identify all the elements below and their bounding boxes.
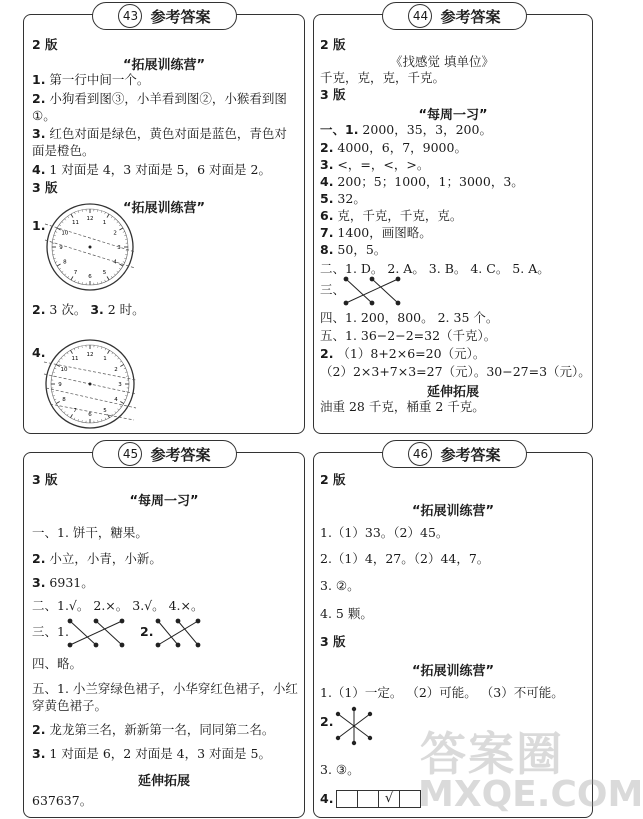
p46-b3: 3. ③。	[320, 762, 360, 777]
clock-numeral: 9	[58, 382, 62, 388]
panel-45-number: 45	[118, 442, 142, 466]
clock-numeral: 11	[72, 219, 79, 226]
panel-46-title: 参考答案	[440, 445, 501, 464]
clock-numeral: 12	[86, 216, 94, 222]
p44-e3: （2）2×3+7×3=27（元）。30−27=3（元）。	[320, 364, 591, 379]
p44-a5: 5. 32。	[320, 191, 366, 206]
p46-version-3: 3 版	[320, 634, 346, 649]
p43-line-4: 4. 1 对面是 4，3 对面是 5，6 对面是 2。	[32, 162, 271, 177]
p44-version-3: 3 版	[320, 87, 346, 102]
p44-line-1: 千克，克，克，千克。	[320, 70, 446, 85]
panel-44-title: 参考答案	[440, 7, 501, 26]
clock-numeral: 3	[118, 382, 122, 388]
p46-a3: 3. ②。	[320, 578, 360, 593]
clock-4	[44, 338, 136, 430]
p43-line-3b: 面是橙色。	[32, 143, 95, 158]
p45-subtitle-2: 延伸拓展	[137, 774, 190, 789]
p45-e1: 五、1. 小兰穿绿色裙子，小华穿红色裙子，小红	[32, 681, 298, 696]
p43-line-2b: ①。	[32, 108, 56, 123]
p43-clock-4-label: 4.	[32, 345, 46, 360]
p45-matching-diagram-2	[154, 617, 202, 649]
p45-e1b: 穿黄色裙子。	[32, 698, 108, 713]
p46-a2: 2.（1）4，27。（2）44，7。	[320, 551, 490, 566]
clock-numeral: 3	[117, 245, 121, 251]
clock-numeral: 2	[114, 367, 118, 373]
clock-numeral: 7	[73, 407, 77, 414]
panel-43-title: 参考答案	[150, 7, 211, 26]
p45-matching-diagram-1	[66, 617, 126, 649]
clock-numeral: 5	[103, 407, 107, 414]
p43-clock-1-label: 1.	[32, 218, 46, 233]
p46-a1: 1.（1）33。（2）45。	[320, 525, 449, 540]
p44-a1: 一、1. 2000，35，3，200。	[320, 122, 492, 137]
clock-1	[45, 202, 135, 292]
p46-subtitle-2: “拓展训练营”	[411, 664, 495, 679]
panel-45-header	[92, 440, 237, 468]
p46-star-diagram	[334, 706, 374, 746]
panel-46-header	[382, 440, 527, 468]
p44-a4: 4. 200；5；1000，1；3000，3。	[320, 174, 524, 189]
clock-numeral: 7	[73, 270, 78, 277]
p45-a3: 3. 6931。	[32, 575, 94, 590]
p43-version-2: 2 版	[32, 37, 58, 52]
p44-a8: 8. 50，5。	[320, 242, 387, 257]
p45-b1: 二、1.√。 2.×。 3.√。 4.×。	[32, 598, 204, 613]
p44-d1: 四、1. 200，800。 2. 35 个。	[320, 310, 499, 325]
clock-numeral: 9	[59, 245, 63, 251]
p45-a2: 2. 小立，小青，小新。	[32, 551, 162, 566]
p45-e3: 3. 1 对面是 6，2 对面是 4，3 对面是 5。	[32, 746, 271, 761]
panel-44-number: 44	[408, 4, 432, 28]
watermark-top: 答案圈	[420, 727, 564, 781]
clock-numeral: 1	[103, 356, 107, 363]
p45-c2: 2.	[140, 624, 154, 639]
p43-line-3: 3. 红色对面是绿色，黄色对面是蓝色，青色对	[32, 126, 287, 141]
p46-b4-label: 4.	[320, 791, 334, 806]
panel-46-number: 46	[408, 442, 432, 466]
clock-numeral: 2	[113, 230, 117, 237]
p45-f1: 637637。	[32, 793, 93, 808]
p45-d1: 四、略。	[32, 656, 83, 671]
p44-a2: 2. 4000，6，7，9000。	[320, 140, 467, 155]
p46-version-2: 2 版	[320, 472, 346, 487]
clock-numeral: 12	[86, 352, 94, 358]
p44-subtitle-2: “每周一习”	[418, 108, 488, 123]
watermark-bottom: MXQE.COM	[418, 774, 643, 815]
p45-version-3: 3 版	[32, 472, 58, 487]
panel-43-number: 43	[118, 4, 142, 28]
clock-numeral: 5	[102, 270, 107, 277]
p44-e1: 五、1. 36−2−2=32（千克）。	[320, 328, 497, 343]
p44-a7: 7. 1400，画图略。	[320, 225, 432, 240]
clock-numeral: 4	[114, 397, 118, 403]
p46-b2-label: 2.	[320, 714, 334, 729]
panel-45-title: 参考答案	[150, 445, 211, 464]
p44-c1: 三、	[320, 282, 346, 297]
p44-matching-diagram	[342, 275, 402, 307]
clock-numeral: 4	[113, 259, 117, 266]
p43-version-3: 3 版	[32, 180, 58, 195]
clock-numeral: 11	[71, 356, 79, 363]
p45-c1: 三、1.	[32, 624, 69, 639]
panel-44-header	[382, 2, 527, 30]
clock-numeral: 8	[62, 397, 66, 403]
p46-answer-boxes	[336, 790, 421, 808]
p44-e2: 2. （1）8+2×6=20（元）。	[320, 346, 486, 361]
p44-version-2: 2 版	[320, 37, 346, 52]
p46-a4: 4. 5 颗。	[320, 606, 373, 621]
clock-numeral: 1	[102, 219, 107, 226]
clock-numeral: 6	[88, 412, 92, 418]
p44-subtitle-1: 《找感觉 填单位》	[390, 54, 494, 69]
p45-subtitle-1: “每周一习”	[129, 494, 199, 509]
p43-line-2: 2. 小狗看到图③，小羊看到图②，小猴看到图	[32, 91, 287, 106]
panel-43-header	[92, 2, 237, 30]
p44-a3: 3. <，=，<，>。	[320, 157, 430, 172]
clock-numeral: 6	[88, 274, 92, 280]
check-mark: √	[379, 790, 400, 808]
p43-line-5: 2. 3 次。 3. 2 时。	[32, 302, 145, 317]
p43-subtitle-1: “拓展训练营”	[122, 58, 206, 73]
p45-a1: 一、1. 饼干，糖果。	[32, 525, 148, 540]
p44-f1: 油重 28 千克，桶重 2 千克。	[320, 399, 485, 414]
p44-b1: 二、1. D。 2. A。 3. B。 4. C。 5. A。	[320, 261, 550, 276]
clock-numeral: 10	[60, 367, 68, 373]
p45-e2: 2. 龙龙第三名，新新第一名，同同第二名。	[32, 722, 275, 737]
clock-numeral: 8	[63, 259, 67, 266]
p44-a6: 6. 克，千克，千克，克。	[320, 208, 463, 223]
p43-line-1: 1. 第一行中间一个。	[32, 72, 150, 87]
p46-b1: 1.（1）一定。 （2）可能。 （3）不可能。	[320, 685, 564, 700]
p44-subtitle-3: 延伸拓展	[426, 385, 479, 400]
clock-numeral: 10	[61, 230, 69, 237]
p43-subtitle-2: “拓展训练营”	[122, 201, 206, 216]
p46-subtitle-1: “拓展训练营”	[411, 504, 495, 519]
